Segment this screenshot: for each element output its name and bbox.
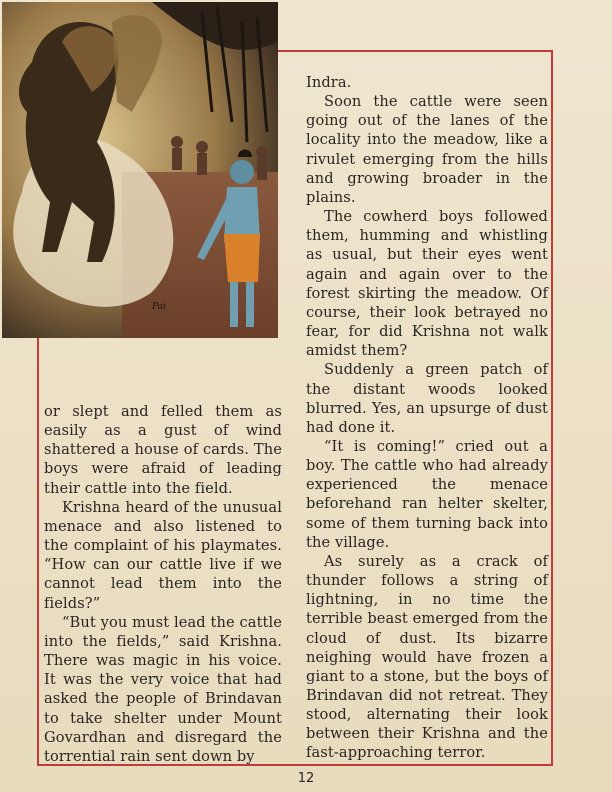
artist-signature: Pai: [152, 302, 166, 312]
right-paragraph-6: As surely as a crack of thunder follows a string of lightning, in no time the terrible beast emerged from the cloud of dust. Its bizarre neighing would have frozen a giant to a stone, but the boys of Brindavan did not retreat. They stood, alternating their look between their Krishna and the fast-approaching terror.: [306, 552, 548, 762]
left-paragraph-2: Krishna heard of the unusual menace and also listened to the complaint of his playmates. “How can our cattle live if we cannot lead them into the fields?”: [44, 498, 282, 612]
right-text-column: [306, 73, 548, 763]
left-paragraph-3: “But you must lead the cattle into the fields,” said Krishna. There was magic in his voice. It was the very voice that had asked the people of Brindavan to take shelter under Mount Govardhan and disregard the torrential rain sent down by: [44, 613, 282, 765]
story-illustration: [2, 2, 278, 338]
right-paragraph-5: “It is coming!” cried out a boy. The cattle who had already experienced the menace beforehand ran helter skelter, some of them turning back into the village.: [306, 437, 548, 551]
left-text-column: [44, 402, 282, 766]
page-number: 12: [297, 771, 315, 786]
right-paragraph-1: Indra.: [306, 74, 352, 91]
right-paragraph-2: Soon the cattle were seen going out of the lanes of the locality into the meadow, like a rivulet emerging from the hills and growing broader in the plains.: [306, 93, 548, 206]
right-paragraph-4: Suddenly a green patch of the distant woods looked blurred. Yes, an upsurge of dust had done it.: [306, 361, 548, 436]
left-paragraph-1: or slept and felled them as easily as a gust of wind shattered a house of cards. The boys were afraid of leading their cattle into the field.: [44, 403, 282, 497]
illustration-art: [2, 2, 278, 338]
right-paragraph-3: The cowherd boys followed them, humming and whistling as usual, but their eyes went again and again over to the forest skirting the meadow. Of course, their look betrayed no fear, for did Krishna not walk amidst them?: [306, 208, 548, 360]
